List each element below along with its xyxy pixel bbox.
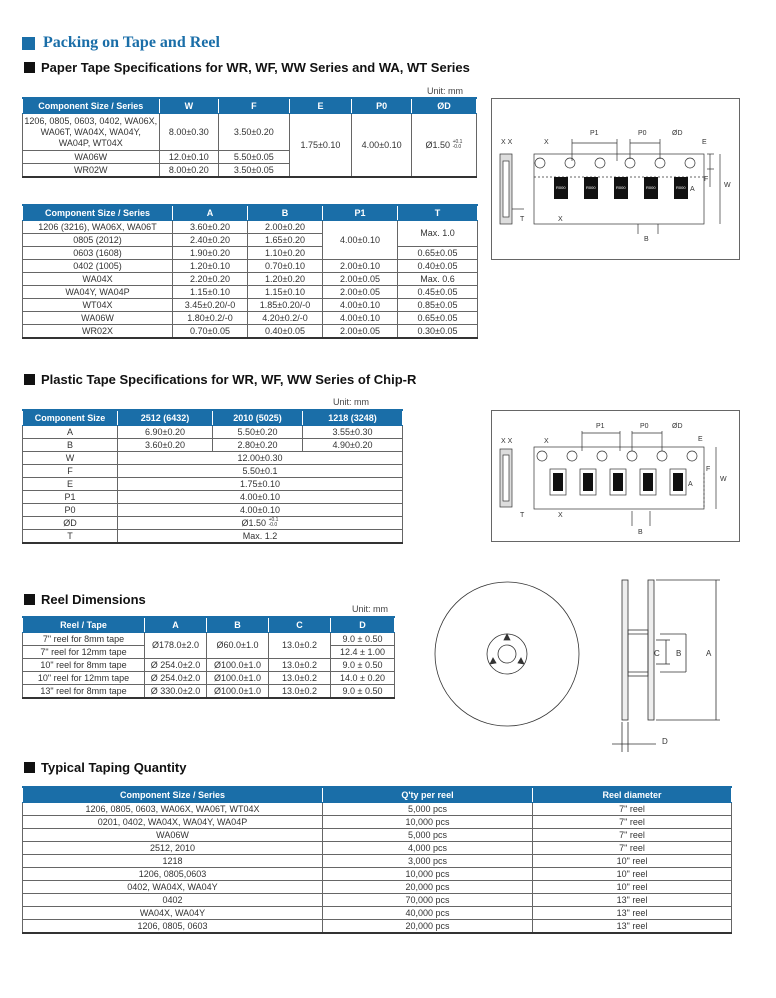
cell: 1.15±0.10	[173, 286, 248, 299]
cell: 2.00±0.05	[323, 325, 398, 339]
cell: WA04X	[23, 273, 173, 286]
cell: Ø178.0±2.0	[145, 633, 207, 659]
cell: 5,000 pcs	[323, 803, 533, 816]
cell: 2.00±0.05	[323, 273, 398, 286]
table-row	[23, 881, 732, 894]
cell: Ø 254.0±2.0	[145, 659, 207, 672]
table-row	[23, 491, 403, 504]
cell: WR02X	[23, 325, 173, 339]
cell: 3.50±0.05	[219, 164, 289, 178]
col-header: Reel / Tape	[23, 617, 145, 633]
cell: 8.00±0.20	[159, 164, 219, 178]
cell: 3.60±0.20	[118, 439, 213, 452]
cell: 2512, 2010	[23, 842, 323, 855]
col-header: E	[289, 98, 352, 114]
cell: 13.0±0.2	[269, 633, 331, 659]
cell: WR02W	[23, 164, 160, 178]
cell: 12.0±0.10	[159, 151, 219, 164]
plastic-tape-table	[22, 409, 403, 544]
cell: 13" reel for 8mm tape	[23, 685, 145, 699]
cell: 7" reel	[533, 842, 732, 855]
cell: 0402, WA04X, WA04Y	[23, 881, 323, 894]
table-row	[23, 633, 395, 646]
cell: 9.0 ± 0.50	[331, 659, 395, 672]
cell: 10,000 pcs	[323, 868, 533, 881]
reel-label-c: C	[654, 649, 660, 658]
cell: A	[23, 426, 118, 439]
cell: 0201, 0402, WA04X, WA04Y, WA04P	[23, 816, 323, 829]
label-e: E	[698, 436, 703, 443]
table-row	[23, 299, 478, 312]
label-p0: P0	[638, 130, 647, 137]
cell: 4.00±0.10	[352, 114, 412, 178]
cell: 1.75±0.10	[118, 478, 403, 491]
cell: 4.00±0.10	[118, 504, 403, 517]
cell: B	[23, 439, 118, 452]
col-header: Component Size / Series	[23, 787, 323, 803]
cell: 2.20±0.20	[173, 273, 248, 286]
table-row	[23, 247, 478, 260]
cell: 1206, 0805, 0603, 0402, WA06X, WA06T, WA04X, WA04Y, WA04P, WT04X	[23, 114, 160, 151]
label-x: X	[544, 139, 549, 146]
col-header: F	[219, 98, 289, 114]
cell: 5,000 pcs	[323, 829, 533, 842]
heading-square-icon	[24, 62, 35, 73]
cell: 7" reel	[533, 829, 732, 842]
reel-diagram	[430, 572, 750, 757]
reel-label-b: B	[676, 649, 682, 658]
cell: 0402	[23, 894, 323, 907]
col-header: T	[398, 205, 478, 221]
label-x-bottom: X	[558, 512, 563, 519]
cell: 4.20±0.2/-0	[248, 312, 323, 325]
cell: 0402 (1005)	[23, 260, 173, 273]
col-header: W	[159, 98, 219, 114]
label-p1: P1	[590, 130, 599, 137]
label-b: B	[638, 529, 643, 536]
label-t: T	[520, 216, 525, 223]
cell: 1206, 0805, 0603, WA06X, WA06T, WT04X	[23, 803, 323, 816]
col-header: P0	[352, 98, 412, 114]
cell: 20,000 pcs	[323, 920, 533, 934]
chip-label: R000	[556, 185, 566, 190]
col-header: Component Size / Series	[23, 205, 173, 221]
cell: 7" reel	[533, 816, 732, 829]
chip-label: R000	[616, 185, 626, 190]
cell: 1.20±0.20	[248, 273, 323, 286]
cell: 1.20±0.10	[173, 260, 248, 273]
cell: 0.85±0.05	[398, 299, 478, 312]
table-row	[23, 855, 732, 868]
cell: WA06W	[23, 312, 173, 325]
label-p1: P1	[596, 423, 605, 430]
label-p0: P0	[640, 423, 649, 430]
cell: 0.40±0.05	[398, 260, 478, 273]
cell: 3.45±0.20/-0	[173, 299, 248, 312]
cell: 1.15±0.10	[248, 286, 323, 299]
table-row	[23, 273, 478, 286]
cell: 2.00±0.20	[248, 221, 323, 234]
reel-unit: Unit: mm	[352, 604, 388, 614]
table-row	[23, 842, 732, 855]
table-row	[23, 672, 395, 685]
cell-diameter: Ø1.50 +0.1 -0.0	[118, 517, 403, 530]
cell: 3.55±0.30	[303, 426, 403, 439]
table-row	[23, 920, 732, 934]
cell: Ø100.0±1.0	[207, 672, 269, 685]
cell: Max. 1.0	[398, 221, 478, 247]
table-row	[23, 286, 478, 299]
cell: 3.60±0.20	[173, 221, 248, 234]
plastic-tape-heading: Plastic Tape Specifications for WR, WF, WW Series of Chip-R	[24, 372, 416, 387]
cell: 1.10±0.20	[248, 247, 323, 260]
cell: P1	[23, 491, 118, 504]
cell: 14.0 ± 0.20	[331, 672, 395, 685]
col-header: C	[269, 617, 331, 633]
cell: 13.0±0.2	[269, 685, 331, 699]
cell: 2.00±0.05	[323, 286, 398, 299]
cell: 13" reel	[533, 894, 732, 907]
col-header: A	[173, 205, 248, 221]
label-e: E	[702, 139, 707, 146]
cell: Ø 254.0±2.0	[145, 672, 207, 685]
cell: 0603 (1608)	[23, 247, 173, 260]
cell: 13.0±0.2	[269, 672, 331, 685]
table-row	[23, 517, 403, 530]
col-header: Component Size	[23, 410, 118, 426]
reel-label-a: A	[706, 649, 712, 658]
table-row	[23, 829, 732, 842]
table-row	[23, 659, 395, 672]
label-a: A	[690, 186, 695, 193]
plastic-tape-diagram	[491, 410, 740, 542]
cell: 7" reel	[533, 803, 732, 816]
reel-table	[22, 616, 395, 699]
col-header: D	[331, 617, 395, 633]
chip-label: R000	[676, 185, 686, 190]
cell: 12.00±0.30	[118, 452, 403, 465]
cell: 10" reel for 8mm tape	[23, 659, 145, 672]
label-x-bottom: X	[558, 216, 563, 223]
cell: Max. 0.6	[398, 273, 478, 286]
label-w: W	[724, 182, 731, 189]
col-header: P1	[323, 205, 398, 221]
table-row	[23, 221, 478, 234]
table-row	[23, 907, 732, 920]
cell: WT04X	[23, 299, 173, 312]
cell: 1.90±0.20	[173, 247, 248, 260]
cell: 5.50±0.20	[213, 426, 303, 439]
cell: 1.65±0.20	[248, 234, 323, 247]
heading-square-icon	[24, 762, 35, 773]
cell: 4.90±0.20	[303, 439, 403, 452]
table-row	[23, 452, 403, 465]
cell: 10" reel	[533, 868, 732, 881]
table-row	[23, 530, 403, 544]
cell: Ø100.0±1.0	[207, 659, 269, 672]
table-row	[23, 439, 403, 452]
label-x: X	[544, 438, 549, 445]
cell: 1206, 0805,0603	[23, 868, 323, 881]
cell: 9.0 ± 0.50	[331, 685, 395, 699]
table-row	[23, 114, 477, 151]
heading-square-icon	[24, 594, 35, 605]
cell: WA06W	[23, 829, 323, 842]
label-t: T	[520, 512, 525, 519]
qty-table	[22, 786, 732, 934]
cell: 7" reel for 12mm tape	[23, 646, 145, 659]
label-d: ØD	[672, 423, 683, 430]
label-f: F	[706, 466, 711, 473]
cell: 2.40±0.20	[173, 234, 248, 247]
title-square-icon	[22, 37, 35, 50]
table-row	[23, 803, 732, 816]
label-a: A	[688, 481, 693, 488]
table-row	[23, 685, 395, 699]
cell: 8.00±0.30	[159, 114, 219, 151]
table-row	[23, 312, 478, 325]
paper-tape-diagram	[491, 98, 740, 260]
cell: 20,000 pcs	[323, 881, 533, 894]
table-row	[23, 868, 732, 881]
col-header: ØD	[411, 98, 476, 114]
table-row	[23, 325, 478, 339]
cell: P0	[23, 504, 118, 517]
paper-unit: Unit: mm	[427, 86, 463, 96]
table-row	[23, 426, 403, 439]
col-header: Q'ty per reel	[323, 787, 533, 803]
cell: 1.85±0.20/-0	[248, 299, 323, 312]
col-header: B	[207, 617, 269, 633]
cell: W	[23, 452, 118, 465]
cell: 13" reel	[533, 920, 732, 934]
page-title: Packing on Tape and Reel	[22, 34, 220, 52]
cell: WA06W	[23, 151, 160, 164]
col-header: 2512 (6432)	[118, 410, 213, 426]
plastic-unit: Unit: mm	[333, 397, 369, 407]
cell: 13" reel	[533, 907, 732, 920]
cell: 3.50±0.20	[219, 114, 289, 151]
col-header: B	[248, 205, 323, 221]
label-xx: X X	[501, 139, 513, 146]
paper-tape-heading: Paper Tape Specifications for WR, WF, WW Series and WA, WT Series	[24, 60, 470, 75]
label-xx: X X	[501, 438, 513, 445]
table-row	[23, 504, 403, 517]
paper-tape-table-2	[22, 204, 478, 339]
reel-label-d: D	[662, 737, 668, 746]
cell: WA04X, WA04Y	[23, 907, 323, 920]
cell: 10" reel	[533, 855, 732, 868]
cell: 70,000 pcs	[323, 894, 533, 907]
cell: 10,000 pcs	[323, 816, 533, 829]
cell: 1.75±0.10	[289, 114, 352, 178]
cell: 5.50±0.1	[118, 465, 403, 478]
cell: 13.0±0.2	[269, 659, 331, 672]
cell: 1206, 0805, 0603	[23, 920, 323, 934]
table-row	[23, 894, 732, 907]
cell: 0.40±0.05	[248, 325, 323, 339]
cell: 6.90±0.20	[118, 426, 213, 439]
cell: 2.80±0.20	[213, 439, 303, 452]
cell: Ø60.0±1.0	[207, 633, 269, 659]
cell: 7" reel for 8mm tape	[23, 633, 145, 646]
cell: 0.70±0.10	[248, 260, 323, 273]
cell: 0.70±0.05	[173, 325, 248, 339]
cell: 5.50±0.05	[219, 151, 289, 164]
table-row	[23, 816, 732, 829]
cell: 10" reel for 12mm tape	[23, 672, 145, 685]
cell: WA04Y, WA04P	[23, 286, 173, 299]
cell: Ø100.0±1.0	[207, 685, 269, 699]
label-d: ØD	[672, 130, 683, 137]
cell: 4.00±0.10	[323, 221, 398, 260]
cell: Ø 330.0±2.0	[145, 685, 207, 699]
col-header: Component Size / Series	[23, 98, 160, 114]
table-row	[23, 260, 478, 273]
cell: 2.00±0.10	[323, 260, 398, 273]
cell: 1218	[23, 855, 323, 868]
cell: 3,000 pcs	[323, 855, 533, 868]
table-row	[23, 465, 403, 478]
cell: ØD	[23, 517, 118, 530]
chip-label: R000	[646, 185, 656, 190]
reel-heading: Reel Dimensions	[24, 592, 146, 607]
cell: 10" reel	[533, 881, 732, 894]
cell: 1.80±0.2/-0	[173, 312, 248, 325]
qty-heading: Typical Taping Quantity	[24, 760, 186, 775]
col-header: 2010 (5025)	[213, 410, 303, 426]
heading-square-icon	[24, 374, 35, 385]
cell: 4,000 pcs	[323, 842, 533, 855]
cell: 9.0 ± 0.50	[331, 633, 395, 646]
label-b: B	[644, 236, 649, 243]
cell: Max. 1.2	[118, 530, 403, 544]
label-f: F	[704, 176, 709, 183]
col-header: 1218 (3248)	[303, 410, 403, 426]
table-row	[23, 478, 403, 491]
cell: 0.65±0.05	[398, 247, 478, 260]
label-w: W	[720, 476, 727, 483]
cell: F	[23, 465, 118, 478]
cell: E	[23, 478, 118, 491]
cell: T	[23, 530, 118, 544]
cell: 4.00±0.10	[118, 491, 403, 504]
cell: 4.00±0.10	[323, 299, 398, 312]
col-header: Reel diameter	[533, 787, 732, 803]
cell-diameter: Ø1.50 +0.1 -0.0	[411, 114, 476, 178]
cell: 40,000 pcs	[323, 907, 533, 920]
cell: 1206 (3216), WA06X, WA06T	[23, 221, 173, 234]
cell: 0805 (2012)	[23, 234, 173, 247]
cell: 0.65±0.05	[398, 312, 478, 325]
cell: 4.00±0.10	[323, 312, 398, 325]
cell: 0.45±0.05	[398, 286, 478, 299]
chip-label: R000	[586, 185, 596, 190]
paper-tape-table-1	[22, 97, 477, 178]
col-header: A	[145, 617, 207, 633]
cell: 12.4 ± 1.00	[331, 646, 395, 659]
cell: 0.30±0.05	[398, 325, 478, 339]
